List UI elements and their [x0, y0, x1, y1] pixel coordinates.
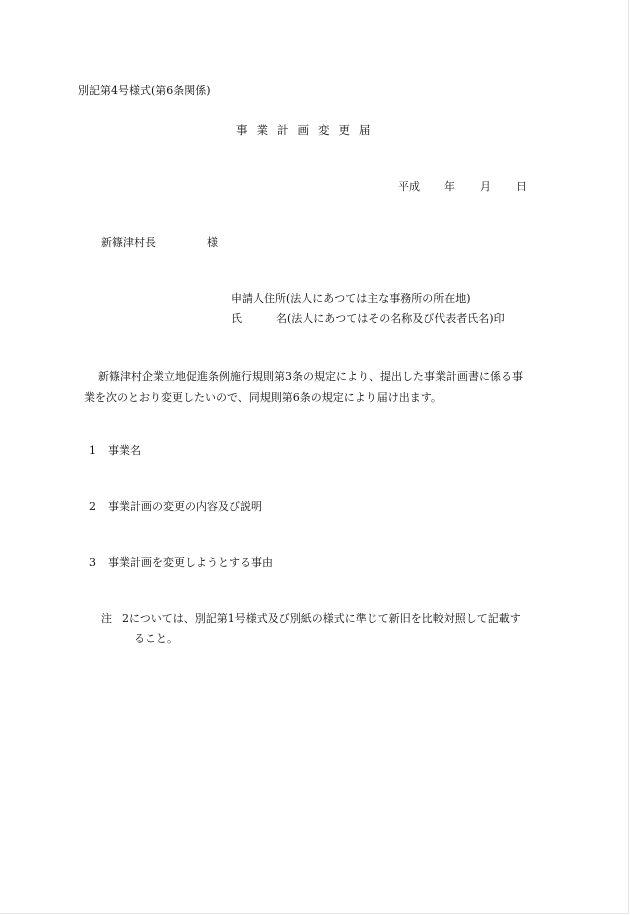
- note-text: [122, 609, 592, 649]
- note-line-1: 2については、別記第1号様式及び別紙の様式に準じて新旧を比較対照して記載す: [122, 612, 521, 625]
- form-number: 別記第4号様式(第6条関係): [78, 84, 211, 97]
- body-paragraph: [84, 366, 562, 408]
- document-title: 事業計画変更届: [236, 123, 380, 137]
- body-line-1: 新篠津村企業立地促進条例施行規則第3条の規定により、提出した事業計画書に係る事: [98, 370, 523, 383]
- item-1-label: 事業名: [108, 444, 141, 457]
- note-line-2: ること。: [134, 632, 178, 645]
- date-day: 日: [516, 180, 527, 193]
- date-month: 月: [480, 180, 491, 193]
- item-3-label: 事業計画を変更しようとする事由: [108, 556, 273, 569]
- item-3-number: 3: [89, 556, 96, 569]
- addressee-honorific: 様: [207, 236, 218, 249]
- note-prefix: 注: [101, 612, 112, 625]
- addressee-name: 新篠津村長: [101, 236, 156, 249]
- body-line-2: 業を次のとおり変更したいので、同規則第6条の規定により届け出ます。: [84, 391, 442, 404]
- date-year: 年: [444, 180, 455, 193]
- applicant-address-label: 申請人住所(法人にあつては主な事務所の所在地): [231, 292, 471, 305]
- item-1-number: 1: [89, 444, 96, 457]
- date-era: 平成: [398, 180, 420, 193]
- applicant-name-label-prefix: 氏: [231, 312, 242, 325]
- applicant-name-label: 名(法人にあつてはその名称及び代表者氏名)印: [276, 312, 505, 325]
- item-2-label: 事業計画の変更の内容及び説明: [108, 500, 262, 513]
- item-2-number: 2: [89, 500, 96, 513]
